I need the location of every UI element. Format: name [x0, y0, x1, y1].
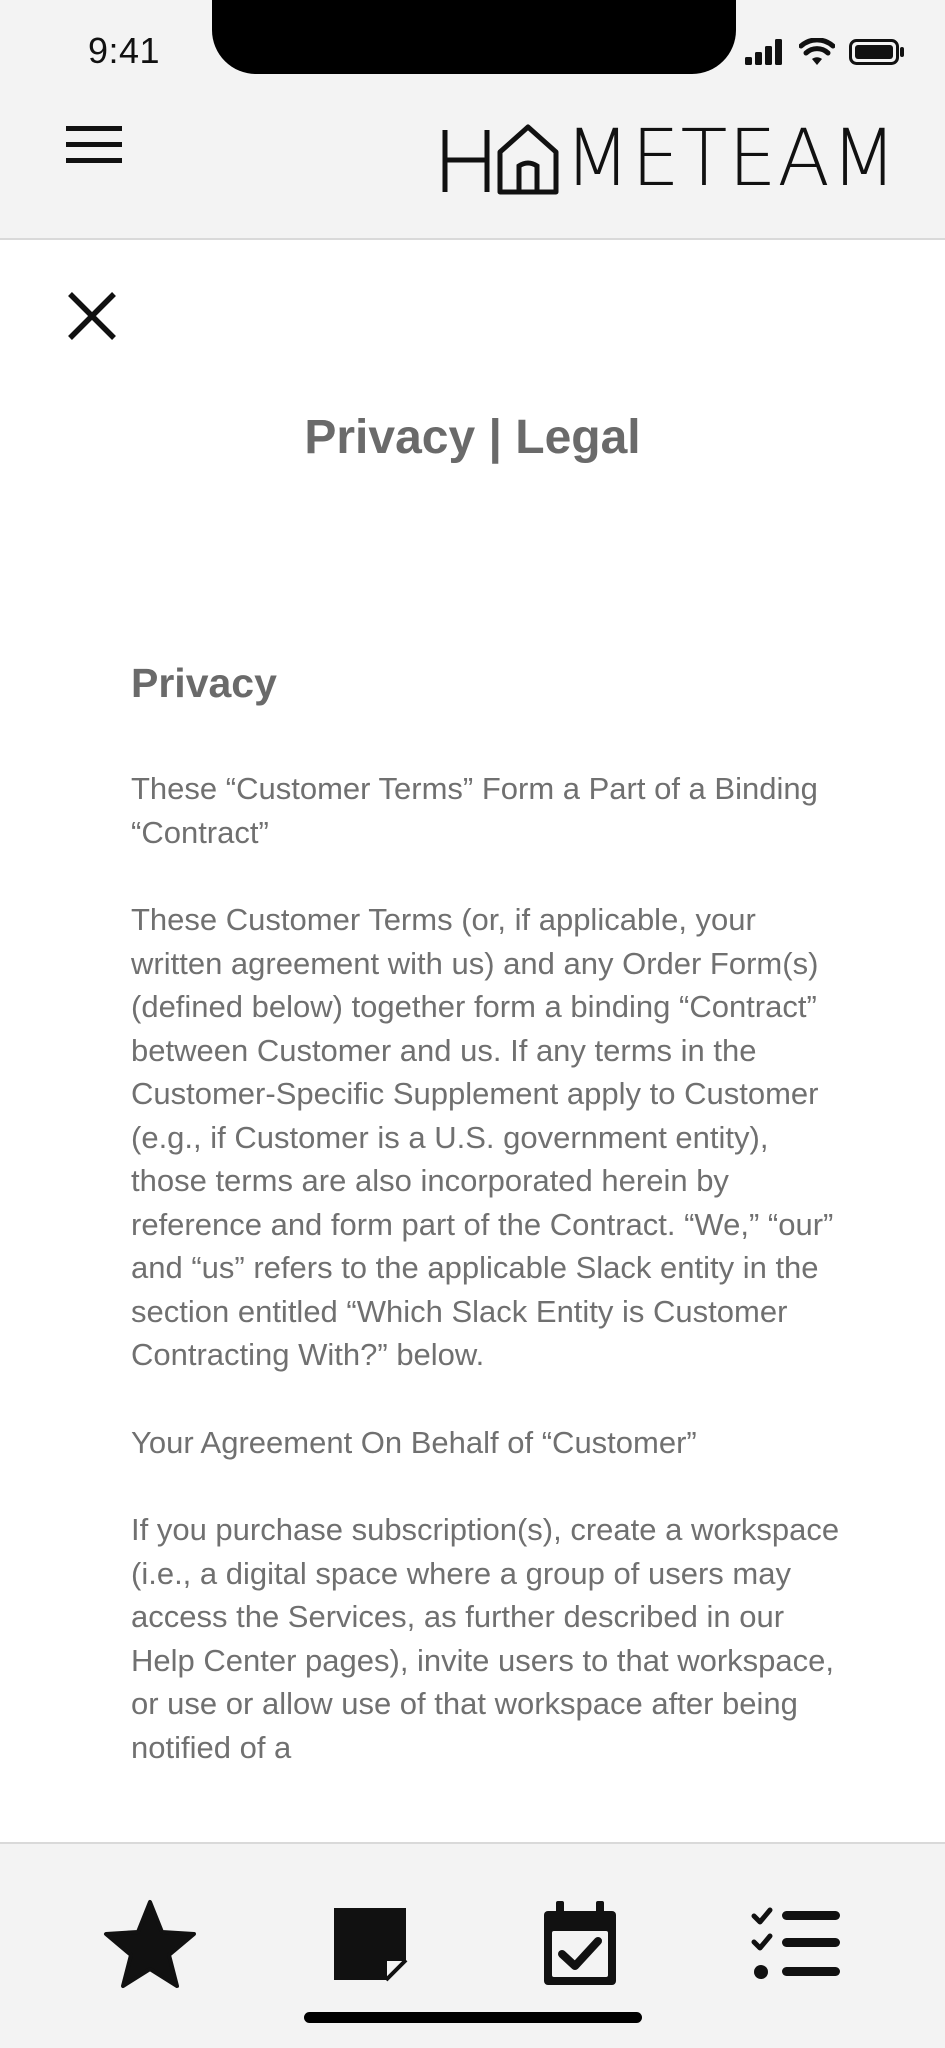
hometeam-logo — [441, 114, 901, 204]
paragraph-body: These Customer Terms (or, if applicable, your written agreement with us) and any Order Form(s) (defined below) together form a binding “Contract” between Customer and us. If any terms in the Customer-Specific Supplement apply to Customer (e.g., if Customer is a U.S. government entity), those terms are also incorporated herein by reference and form part of the Contract. “We,” “our” and “us” refers to the applicable Slack entity in the section entitled “Which Slack Entity is Customer Contracting With?” below. — [131, 902, 834, 1372]
house-icon — [495, 122, 561, 196]
page-title: Privacy | Legal — [304, 411, 641, 464]
menu-line — [66, 142, 122, 147]
tab-notes[interactable] — [320, 1894, 420, 1994]
close-icon — [66, 290, 118, 342]
hamburger-menu-button[interactable] — [66, 124, 124, 166]
device-notch — [212, 0, 736, 74]
home-indicator[interactable] — [304, 2012, 642, 2023]
logo-text: METEAM — [564, 114, 898, 204]
battery-icon — [849, 39, 905, 65]
paragraph-body: If you purchase subscription(s), create a workspace (i.e., a digital space where a group of users may access the Services, as further described in our Help Center pages), invite users to that workspace, or use or allow use of that workspace after being notified of a — [131, 1512, 840, 1765]
menu-line — [66, 158, 122, 163]
checklist-icon — [750, 1906, 842, 1982]
status-time: 9:41 — [88, 30, 161, 71]
status-icons — [745, 38, 905, 66]
tab-favorites[interactable] — [100, 1894, 200, 1994]
signal-icon — [745, 39, 785, 65]
paragraph-subtitle: Your Agreement On Behalf of “Customer” — [131, 1424, 697, 1460]
top-bar — [0, 0, 945, 240]
tab-tasks[interactable] — [746, 1894, 846, 1994]
section-heading: Privacy — [131, 660, 277, 706]
tab-calendar[interactable] — [530, 1894, 630, 1994]
calendar-check-icon — [540, 1899, 620, 1989]
wifi-icon — [799, 38, 835, 66]
logo-h-glyph — [441, 122, 495, 196]
star-icon — [102, 1898, 198, 1990]
legal-content — [131, 660, 851, 1810]
paragraph-subtitle: These “Customer Terms” Form a Part of a Binding “Contract” — [131, 771, 818, 850]
note-icon — [330, 1904, 410, 1984]
close-button[interactable] — [66, 290, 118, 342]
menu-line — [66, 126, 122, 131]
